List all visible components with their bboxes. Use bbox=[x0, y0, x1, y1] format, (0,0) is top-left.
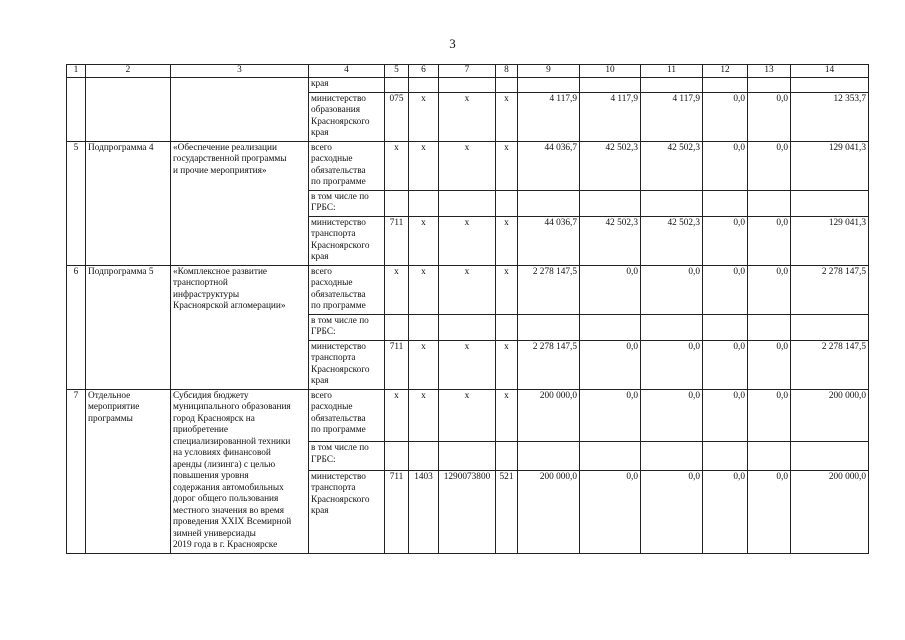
cell-payer: министерство транспорта Красноярского края bbox=[309, 470, 385, 553]
cell-total: 200 000,0 bbox=[791, 389, 869, 442]
cell-amount: 42 502,3 bbox=[641, 141, 703, 190]
cell-vr: х bbox=[496, 265, 518, 314]
cell-amount: 0,0 bbox=[703, 141, 748, 190]
cell-rzpr: 1403 bbox=[409, 470, 439, 553]
cell-amount: 0,0 bbox=[580, 265, 641, 314]
cell-amount: 0,0 bbox=[641, 265, 703, 314]
table-row bbox=[67, 78, 869, 93]
cell-vr: х bbox=[496, 389, 518, 442]
cell-amount: 0,0 bbox=[641, 470, 703, 553]
cell-total: 129 041,3 bbox=[791, 141, 869, 190]
cell-amount: 0,0 bbox=[703, 389, 748, 442]
column-header: 9 bbox=[518, 65, 580, 78]
cell-amount: 4 117,9 bbox=[641, 92, 703, 141]
cell-amount: 0,0 bbox=[641, 389, 703, 442]
cell-index: 7 bbox=[67, 389, 86, 553]
cell-amount: 0,0 bbox=[703, 216, 748, 265]
column-header: 3 bbox=[171, 65, 309, 78]
cell-index: 5 bbox=[67, 141, 86, 265]
cell-amount: 0,0 bbox=[748, 92, 791, 141]
cell-amount: 42 502,3 bbox=[641, 216, 703, 265]
cell-title: Субсидия бюджету муниципального образования город Красноярск на приобретение специализированной техники на условиях финансовой аренды (лизинга) с целью повышения уровня содержания автомобильных дорог общего пользования местного значения во время проведения XXIX Всемирной зимней универсиады 2019 года в г. Красноярске bbox=[171, 389, 309, 553]
cell-amount: 0,0 bbox=[748, 141, 791, 190]
expenditure-table bbox=[66, 64, 869, 554]
column-header: 13 bbox=[748, 65, 791, 78]
cell-grbs: х bbox=[385, 265, 409, 314]
cell-grbs: 075 bbox=[385, 92, 409, 141]
cell-amount: 0,0 bbox=[748, 340, 791, 389]
cell-vr: х bbox=[496, 340, 518, 389]
cell-grbs: х bbox=[385, 389, 409, 442]
cell-amount: 2 278 147,5 bbox=[518, 265, 580, 314]
page-number: 3 bbox=[449, 36, 456, 51]
cell-csr: х bbox=[439, 92, 496, 141]
cell-amount: 0,0 bbox=[748, 265, 791, 314]
cell-status: Подпрограмма 4 bbox=[86, 141, 171, 265]
column-header: 8 bbox=[496, 65, 518, 78]
cell-amount: 0,0 bbox=[580, 340, 641, 389]
table-row bbox=[67, 141, 869, 190]
cell-grbs: 711 bbox=[385, 340, 409, 389]
column-header: 10 bbox=[580, 65, 641, 78]
cell-payer: министерство транспорта Красноярского края bbox=[309, 340, 385, 389]
cell-amount: 42 502,3 bbox=[580, 141, 641, 190]
cell-payer: министерство образования Красноярского края bbox=[309, 92, 385, 141]
cell-total: 12 353,7 bbox=[791, 92, 869, 141]
cell-grbs: х bbox=[385, 141, 409, 190]
cell-rzpr: х bbox=[409, 216, 439, 265]
cell-payer: в том числе по ГРБС: bbox=[309, 442, 385, 470]
cell-amount: 0,0 bbox=[748, 389, 791, 442]
cell-total: 200 000,0 bbox=[791, 470, 869, 553]
cell-csr: х bbox=[439, 340, 496, 389]
cell-vr: 521 bbox=[496, 470, 518, 553]
cell-amount: 0,0 bbox=[703, 265, 748, 314]
cell-vr: х bbox=[496, 141, 518, 190]
table-row bbox=[67, 389, 869, 442]
cell-amount: 4 117,9 bbox=[580, 92, 641, 141]
cell-vr: х bbox=[496, 92, 518, 141]
column-header: 11 bbox=[641, 65, 703, 78]
cell-payer: всего расходные обязательства по программе bbox=[309, 265, 385, 314]
cell-amount: 200 000,0 bbox=[518, 389, 580, 442]
cell-total: 2 278 147,5 bbox=[791, 265, 869, 314]
cell-amount: 42 502,3 bbox=[580, 216, 641, 265]
column-header: 14 bbox=[791, 65, 869, 78]
cell-payer: всего расходные обязательства по программе bbox=[309, 141, 385, 190]
cell-amount: 0,0 bbox=[703, 470, 748, 553]
column-header: 2 bbox=[86, 65, 171, 78]
cell-payer: в том числе по ГРБС: bbox=[309, 190, 385, 216]
cell-rzpr: х bbox=[409, 265, 439, 314]
cell-title: «Комплексное развитие транспортной инфраструктуры Красноярской агломерации» bbox=[171, 265, 309, 389]
cell-csr: х bbox=[439, 141, 496, 190]
column-header: 7 bbox=[439, 65, 496, 78]
cell-title: «Обеспечение реализации государственной программы и прочие мероприятия» bbox=[171, 141, 309, 265]
cell-payer: края bbox=[309, 78, 385, 93]
cell-vr: х bbox=[496, 216, 518, 265]
cell-rzpr: х bbox=[409, 141, 439, 190]
cell-amount: 0,0 bbox=[580, 470, 641, 553]
cell-payer: всего расходные обязательства по программе bbox=[309, 389, 385, 442]
cell-amount: 0,0 bbox=[703, 340, 748, 389]
cell-rzpr: х bbox=[409, 389, 439, 442]
cell-grbs: 711 bbox=[385, 470, 409, 553]
cell-amount: 2 278 147,5 bbox=[518, 340, 580, 389]
cell-csr: х bbox=[439, 216, 496, 265]
cell-grbs: 711 bbox=[385, 216, 409, 265]
cell-total: 2 278 147,5 bbox=[791, 340, 869, 389]
column-number-row bbox=[67, 65, 869, 78]
cell-payer: министерство транспорта Красноярского края bbox=[309, 216, 385, 265]
column-header: 1 bbox=[67, 65, 86, 78]
cell-amount: 0,0 bbox=[748, 470, 791, 553]
cell-amount: 0,0 bbox=[703, 92, 748, 141]
cell-amount: 44 036,7 bbox=[518, 141, 580, 190]
cell-status: Подпрограмма 5 bbox=[86, 265, 171, 389]
cell-amount: 200 000,0 bbox=[518, 470, 580, 553]
cell-payer: в том числе по ГРБС: bbox=[309, 314, 385, 340]
cell-csr: х bbox=[439, 389, 496, 442]
cell-index: 6 bbox=[67, 265, 86, 389]
column-header: 4 bbox=[309, 65, 385, 78]
cell-amount: 0,0 bbox=[641, 340, 703, 389]
table-row bbox=[67, 265, 869, 314]
cell-status: Отдельное мероприятие программы bbox=[86, 389, 171, 553]
column-header: 5 bbox=[385, 65, 409, 78]
cell-amount: 0,0 bbox=[580, 389, 641, 442]
cell-csr: 1290073800 bbox=[439, 470, 496, 553]
cell-amount: 0,0 bbox=[748, 216, 791, 265]
cell-amount: 4 117,9 bbox=[518, 92, 580, 141]
cell-rzpr: х bbox=[409, 340, 439, 389]
cell-rzpr: х bbox=[409, 92, 439, 141]
column-header: 6 bbox=[409, 65, 439, 78]
cell-amount: 44 036,7 bbox=[518, 216, 580, 265]
cell-csr: х bbox=[439, 265, 496, 314]
cell-total: 129 041,3 bbox=[791, 216, 869, 265]
column-header: 12 bbox=[703, 65, 748, 78]
